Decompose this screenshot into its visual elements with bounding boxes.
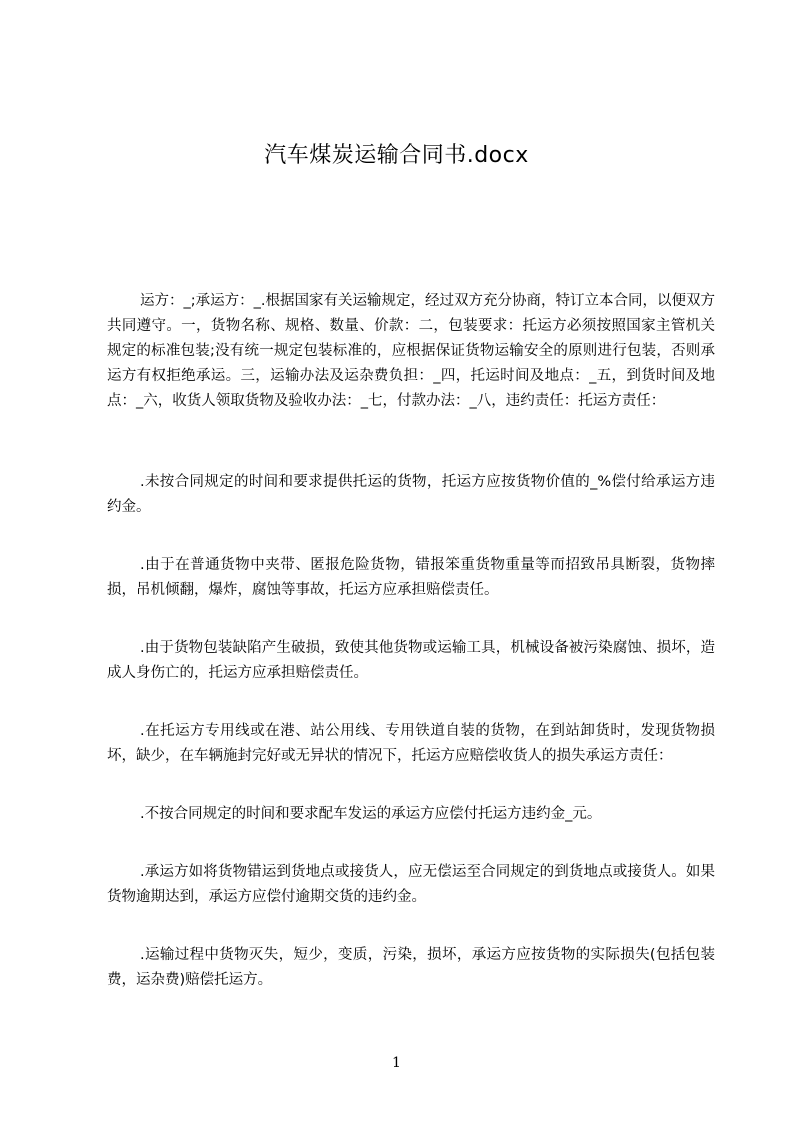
page-number: 1 bbox=[392, 1055, 401, 1071]
document-title: 汽车煤炭运输合同书.docx bbox=[264, 143, 529, 168]
clause-paragraph: .未按合同规定的时间和要求提供托运的货物，托运方应按货物价值的_%偿付给承运方违约金。 bbox=[107, 474, 715, 515]
clause-paragraph: .由于在普通货物中夹带、匿报危险货物，错报笨重货物重量等而招致吊具断裂，货物摔损，吊机倾翻，爆炸，腐蚀等事故，托运方应承担赔偿责任。 bbox=[107, 557, 715, 598]
clause-paragraph: .在托运方专用线或在港、站公用线、专用铁道自装的货物，在到站卸货时，发现货物损坏，缺少，在车辆施封完好或无异状的情况下，托运方应赔偿收货人的损失承运方责任： bbox=[107, 723, 715, 764]
intro-paragraph: 运方：_;承运方：_.根据国家有关运输规定，经过双方充分协商，特订立本合同，以便双方共同遵守。一，货物名称、规格、数量、价款：二，包装要求：托运方必须按照国家主管机关规定的标准包装;没有统一规定包装标准的，应根据保证货物运输安全的原则进行包装，否则承运方有权拒绝承运。三，运输办法及运杂费负担：_四，托运时间及地点：_五，到货时间及地点：_六，收货人领取货物及验收办法：_七，付款办法：_八，违约责任：托运方责任： bbox=[107, 293, 715, 409]
clause-paragraph: .由于货物包装缺陷产生破损，致使其他货物或运输工具，机械设备被污染腐蚀、损坏，造成人身伤亡的，托运方应承担赔偿责任。 bbox=[107, 640, 715, 681]
clause-paragraph: .不按合同规定的时间和要求配车发运的承运方应偿付托运方违约金_元。 bbox=[140, 806, 602, 822]
clause-paragraph: .运输过程中货物灭失，短少，变质，污染，损坏，承运方应按货物的实际损失(包括包装费，运杂费)赔偿托运方。 bbox=[107, 947, 715, 988]
clauses bbox=[107, 470, 715, 993]
clause-paragraph: .承运方如将货物错运到货地点或接货人，应无偿运至合同规定的到货地点或接货人。如果货物逾期达到，承运方应偿付逾期交货的违约金。 bbox=[107, 864, 715, 905]
